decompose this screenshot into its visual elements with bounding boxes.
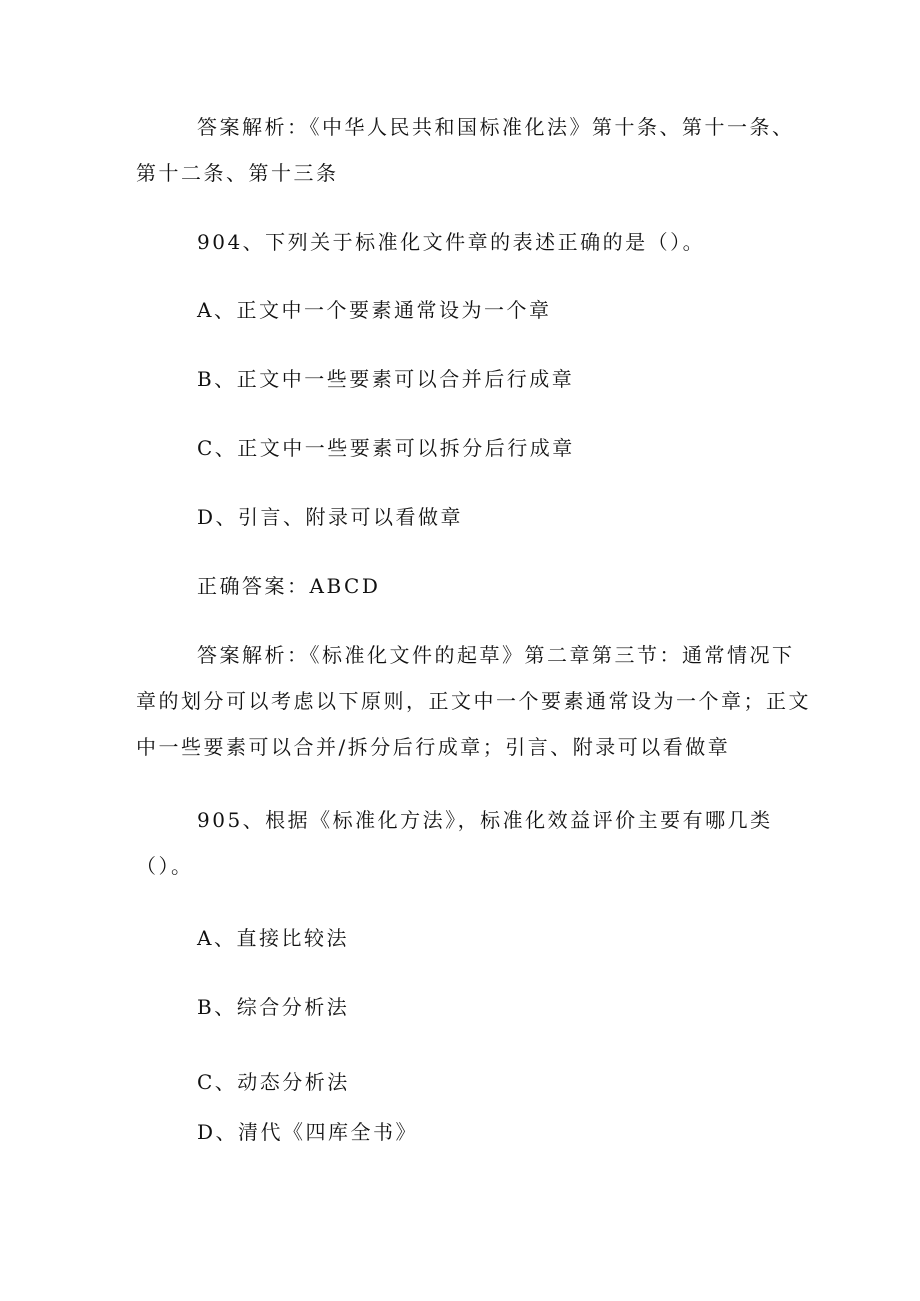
q904-explanation-line-2: 章的划分可以考虑以下原则，正文中一个要素通常设为一个章；正文 <box>136 689 811 713</box>
q905-question-line-1: 905、根据《标准化方法》，标准化效益评价主要有哪几类 <box>197 808 773 832</box>
q905-option-a: A、直接比较法 <box>197 926 349 950</box>
q904-explanation-line-3: 中一些要素可以合并/拆分后行成章；引言、附录可以看做章 <box>136 735 731 759</box>
q904-option-b: B、正文中一些要素可以合并后行成章 <box>197 367 575 391</box>
q904-option-c: C、正文中一些要素可以拆分后行成章 <box>197 436 575 460</box>
q905-option-c: C、动态分析法 <box>197 1070 350 1094</box>
q904-explanation-line-1: 答案解析：《标准化文件的起草》第二章第三节：通常情况下 <box>197 643 795 667</box>
q905-question-line-2: （）。 <box>136 854 194 878</box>
q904-question: 904、下列关于标准化文件章的表述正确的是（）。 <box>197 230 706 254</box>
q903-explanation-line-2: 第十二条、第十三条 <box>136 161 339 185</box>
q904-answer: 正确答案：ABCD <box>197 574 381 598</box>
q904-option-a: A、正文中一个要素通常设为一个章 <box>197 298 552 322</box>
q903-explanation-line-1: 答案解析：《中华人民共和国标准化法》第十条、第十一条、 <box>197 115 795 139</box>
q905-option-b: B、综合分析法 <box>197 995 350 1019</box>
q905-option-d: D、清代《四库全书》 <box>197 1120 419 1144</box>
q904-option-d: D、引言、附录可以看做章 <box>197 505 464 529</box>
